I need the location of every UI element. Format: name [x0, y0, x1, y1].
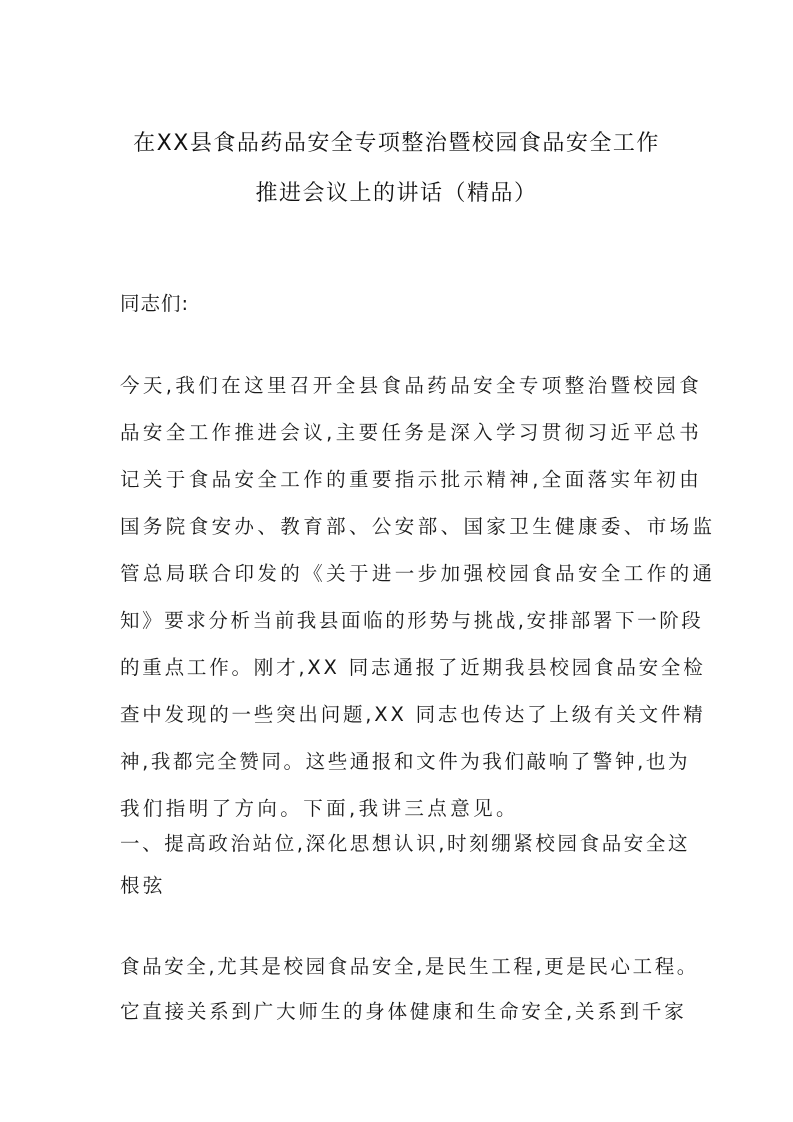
paragraph-line: 它直接关系到广大师生的身体健康和生命安全,关系到千家	[120, 1000, 687, 1023]
paragraph-line: 食品安全,尤其是校园食品安全,是民生工程,更是民心工程。	[120, 955, 699, 978]
section-heading-line: 一、提高政治站位,深化思想认识,时刻绷紧校园食品安全这	[120, 832, 691, 855]
paragraph-line: 我们指明了方向。下面,我讲三点意见。	[120, 797, 519, 820]
section-heading-line: 根弦	[120, 874, 166, 897]
document-title-line-1: 在XX县食品药品安全专项整治暨校园食品安全工作	[133, 131, 660, 156]
paragraph-line: 今天,我们在这里召开全县食品药品安全专项整治暨校园食	[120, 374, 703, 397]
paragraph-line: 管总局联合印发的《关于进一步加强校园食品安全工作的通	[120, 562, 716, 585]
document-title-line-2: 推进会议上的讲话（精品）	[255, 181, 538, 206]
paragraph-line: 国务院食安办、教育部、公安部、国家卫生健康委、市场监	[120, 515, 716, 538]
salutation: 同志们:	[120, 292, 190, 315]
paragraph-line: 知》要求分析当前我县面临的形势与挑战,安排部署下一阶段	[120, 609, 704, 632]
paragraph-line: 查中发现的一些突出问题,XX 同志也传达了上级有关文件精	[120, 703, 706, 726]
paragraph-line: 神,我都完全赞同。这些通报和文件为我们敲响了警钟,也为	[120, 750, 691, 773]
paragraph-line: 记关于食品安全工作的重要指示批示精神,全面落实年初由	[120, 468, 703, 491]
paragraph-line: 品安全工作推进会议,主要任务是深入学习贯彻习近平总书	[120, 421, 703, 444]
paragraph-line: 的重点工作。刚才,XX 同志通报了近期我县校园食品安全检	[120, 656, 706, 679]
